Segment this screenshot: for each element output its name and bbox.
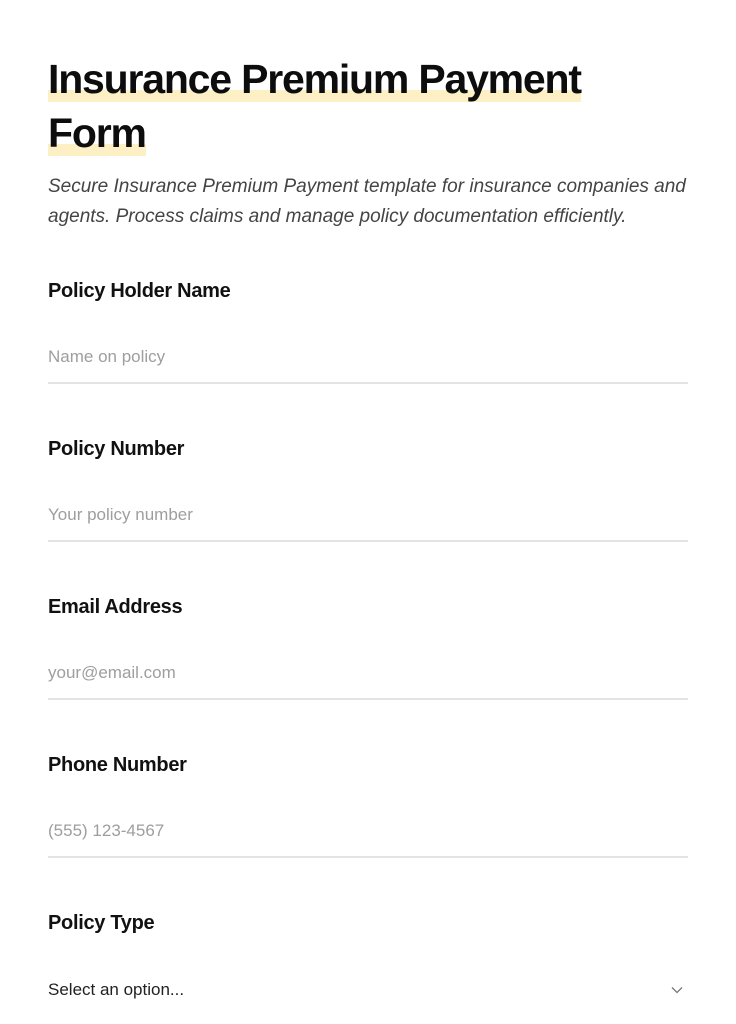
chevron-down-icon [670,983,684,997]
field-policy-number [48,438,688,542]
policy-type-selected-value: Select an option... [48,980,185,999]
page-title: Insurance Premium Payment Form [48,56,581,156]
phone-number-input[interactable] [48,806,688,858]
email-address-label: Email Address [48,596,183,618]
field-phone-number [48,754,688,858]
field-policy-holder-name [48,280,688,384]
policy-type-select[interactable] [48,964,688,1016]
policy-holder-name-label: Policy Holder Name [48,280,231,302]
page-subtitle: Secure Insurance Premium Payment template for insurance companies and agents. Process claims and manage policy documentation efficiently. [48,176,686,227]
field-policy-type [48,912,688,1016]
phone-number-label: Phone Number [48,754,187,776]
policy-type-label: Policy Type [48,912,155,934]
policy-holder-name-input[interactable] [48,332,688,384]
policy-number-label: Policy Number [48,438,185,460]
email-address-input[interactable] [48,648,688,700]
policy-number-input[interactable] [48,490,688,542]
field-email-address [48,596,688,700]
